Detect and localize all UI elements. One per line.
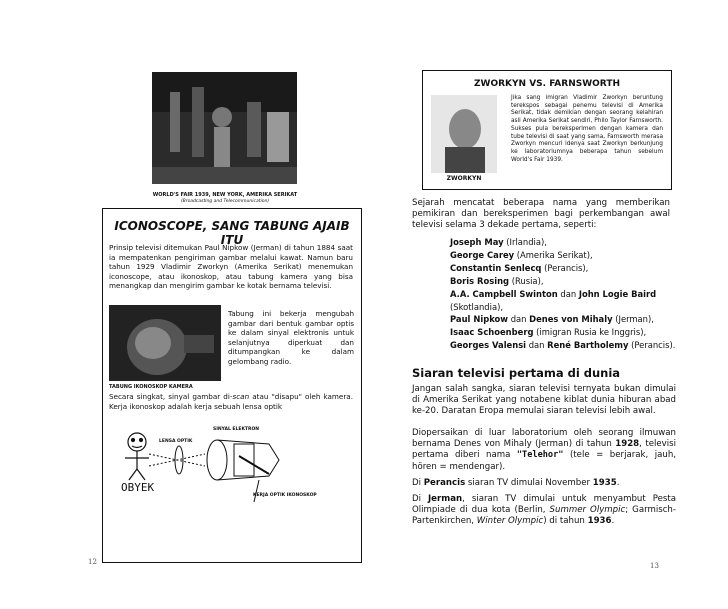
iconoscope-para-3 bbox=[109, 392, 353, 411]
zworkyn-caption: ZWORKYN bbox=[446, 175, 482, 182]
worlds-fair-photo-image bbox=[152, 72, 297, 184]
pioneer-item: (Skotlandia), bbox=[450, 301, 504, 312]
right-intro: Sejarah mencatat beberapa nama yang memberikan pemikiran dan bereksperimen bagi perkembangan awal televisi selama 3 dekade pertama, seperti: bbox=[412, 198, 670, 231]
pioneer-list bbox=[450, 236, 680, 352]
para3-scan: scan bbox=[232, 392, 250, 401]
right-para-2: Diopersaikan di luar laboratorium oleh seorang ilmuwan bernama Denes von Mihaly (Jerman) di tahun 1928, televisi pertama diberi nama "Telehor" (tele = berjarak, jauh, hören = mendengar). bbox=[412, 428, 676, 472]
iconoscope-box-title: ICONOSCOPE, SANG TABUNG AJAIB ITU bbox=[114, 219, 350, 247]
label-lens: LENSA OPTIK bbox=[159, 439, 193, 444]
pioneer-item: Paul Nipkow dan Denes von Mihaly (Jerman), bbox=[450, 314, 654, 325]
zworkyn-box-title: ZWORKYN VS. FARNSWORTH bbox=[474, 79, 620, 89]
photo-subcaption: (Broadcasting and Telecommunication) bbox=[180, 199, 270, 204]
pioneer-item: Isaac Schoenberg (imigran Rusia ke Inggris), bbox=[450, 327, 647, 338]
right-para-4: Di Jerman, siaran TV dimulai untuk menyambut Pesta Olimpiade di dua kota (Berlin, Summer Olympic; Garmisch-Partenkirchen, Winter Olympic) di tahun 1936. bbox=[412, 494, 676, 527]
photo-caption: WORLD'S FAIR 1939, NEW YORK, AMERIKA SERIKAT bbox=[152, 192, 298, 198]
para3-part-a: Secara singkat, sinyal gambar di- bbox=[109, 392, 233, 401]
right-para-3: Di Perancis siaran TV dimulai November 1935. bbox=[412, 478, 620, 488]
pioneer-item: Boris Rosing (Rusia), bbox=[450, 275, 544, 286]
tube-caption: TABUNG IKONOSKOP KAMERA bbox=[109, 384, 193, 390]
iconoscope-tube-image bbox=[109, 305, 221, 381]
left-page-number: 12 bbox=[88, 558, 97, 566]
right-para-1: Jangan salah sangka, siaran televisi ternyata bukan dimulai di Amerika Serikat yang notabene kiblat dunia hiburan abad ke-20. Daratan Eropa memulai siaran televisi lebih awal. bbox=[412, 384, 676, 417]
label-object: OBYEK bbox=[121, 481, 155, 494]
iconoscope-para-2: Tabung ini bekerja mengubah gambar dari bentuk gambar optis ke dalam sinyal elektronis untuk selanjutnya diperkuat dan ditumpangkan ke dalam gelombang radio. bbox=[228, 309, 354, 366]
pioneer-item: A.A. Campbell Swinton dan John Logie Baird bbox=[450, 288, 657, 299]
iconoscope-box bbox=[102, 208, 362, 563]
zworkyn-portrait bbox=[431, 95, 497, 173]
para3-part-b: atau "disapu" oleh kamera. Kerja ikonoskop adalah kerja sebuah lensa optik bbox=[109, 392, 353, 411]
label-signal: SINYAL ELEKTRON bbox=[213, 427, 260, 432]
zworkyn-portrait-image bbox=[431, 95, 497, 173]
section-heading: Siaran televisi pertama di dunia bbox=[412, 366, 621, 380]
worlds-fair-photo bbox=[152, 72, 297, 184]
zworkyn-box bbox=[422, 70, 672, 190]
right-page-number: 13 bbox=[650, 562, 659, 570]
iconoscope-para-1: Prinsip televisi ditemukan Paul Nipkow (Jerman) di tahun 1884 saat ia mempatenkan pengiriman gambar melalui kawat. Namun baru tahun 1929 Vladimir Zworkyn (Amerika Serikat) menemukan iconoscope, atau ikonoskop, atau tabung kamera yang bisa menangkap dan mengirim gambar ke kotak bernama televisi. bbox=[109, 243, 353, 291]
iconoscope-tube-photo bbox=[109, 305, 221, 381]
pioneer-item: Constantin Senlecq (Perancis), bbox=[450, 262, 589, 273]
object-figure bbox=[125, 433, 149, 480]
label-work: KERJA OPTIK IKONOSKOP bbox=[253, 493, 317, 498]
pioneer-item: Joseph May (Irlandia), bbox=[450, 237, 547, 247]
lens-shape bbox=[149, 446, 205, 474]
pioneer-item: Georges Valensi dan René Bartholemy (Perancis). bbox=[450, 340, 676, 351]
pioneer-item: George Carey (Amerika Serikat), bbox=[450, 249, 593, 260]
zworkyn-box-text: Jika sang imigran Vladimir Zworkyn beruntung terekspos sebagai penemu televisi di Amerika Serikat, tidak demikian dengan seorang kelahiran asli Amerika Serikat sendiri, Philo Taylor Farnsworth. Sukses pula bereksperimen dengan kamera dan tube televisi di saat yang sama, Farnsworth merasa Zworkyn mencuri idenya saat Zworkyn berkunjung ke laboratoriumnya beberapa tahun sebelum World's Fair 1939. bbox=[511, 95, 663, 163]
